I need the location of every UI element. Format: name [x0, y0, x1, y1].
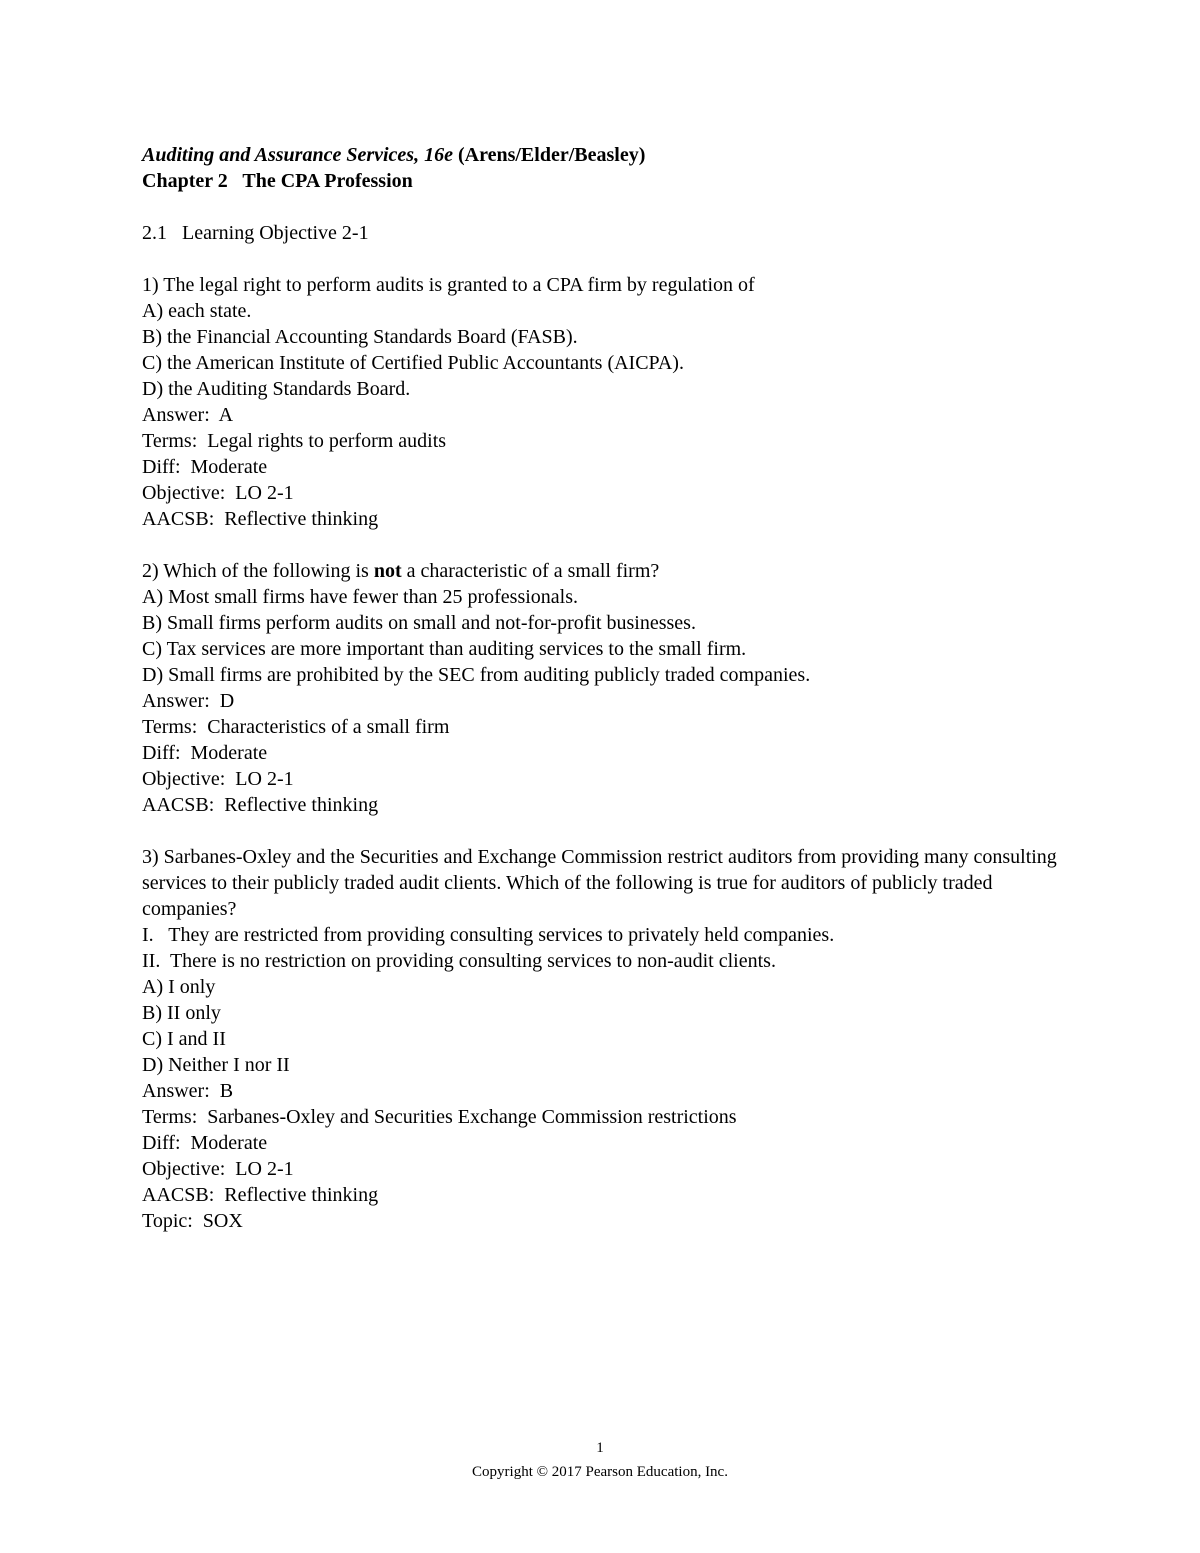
- objective-line: Objective: LO 2-1: [142, 768, 294, 790]
- option-c: C) I and II: [142, 1028, 226, 1050]
- difficulty-line: Diff: Moderate: [142, 1132, 268, 1154]
- answer-line: Answer: D: [142, 690, 235, 712]
- book-title: Auditing and Assurance Services, 16e: [142, 144, 453, 166]
- statement-ii: II. There is no restriction on providing consulting services to non-audit clients.: [142, 950, 776, 972]
- difficulty-line: Diff: Moderate: [142, 456, 268, 478]
- section-heading: 2.1 Learning Objective 2-1: [142, 222, 369, 244]
- objective-line: Objective: LO 2-1: [142, 1158, 294, 1180]
- terms-line: Terms: Legal rights to perform audits: [142, 430, 447, 452]
- option-b: B) Small firms perform audits on small and not-for-profit businesses.: [142, 612, 696, 634]
- objective-line: Objective: LO 2-1: [142, 482, 294, 504]
- option-c: C) the American Institute of Certified Public Accountants (AICPA).: [142, 352, 684, 374]
- topic-line: Topic: SOX: [142, 1210, 243, 1232]
- chapter-heading: Chapter 2 The CPA Profession: [142, 170, 413, 192]
- document-page: [142, 142, 1072, 1234]
- aacsb-line: AACSB: Reflective thinking: [142, 794, 379, 816]
- option-d: D) Small firms are prohibited by the SEC from auditing publicly traded companies.: [142, 664, 811, 686]
- question-2: [142, 558, 1072, 818]
- question-stem: [142, 558, 1072, 584]
- option-c: C) Tax services are more important than auditing services to the small firm.: [142, 638, 747, 660]
- document-title: [142, 142, 1072, 168]
- page-number: 1: [596, 1440, 604, 1456]
- stem-emphasis: not: [373, 560, 402, 582]
- question-3: [142, 844, 1072, 1234]
- answer-line: Answer: B: [142, 1080, 234, 1102]
- stem-text: a characteristic of a small firm?: [401, 560, 660, 582]
- option-d: D) the Auditing Standards Board.: [142, 378, 411, 400]
- terms-line: Terms: Sarbanes-Oxley and Securities Exchange Commission restrictions: [142, 1106, 737, 1128]
- stem-text: 2) Which of the following is: [142, 560, 374, 582]
- aacsb-line: AACSB: Reflective thinking: [142, 508, 379, 530]
- question-1: [142, 272, 1072, 532]
- aacsb-line: AACSB: Reflective thinking: [142, 1184, 379, 1206]
- answer-line: Answer: A: [142, 404, 234, 426]
- terms-line: Terms: Characteristics of a small firm: [142, 716, 450, 738]
- copyright-notice: Copyright © 2017 Pearson Education, Inc.: [472, 1464, 728, 1480]
- option-b: B) the Financial Accounting Standards Board (FASB).: [142, 326, 578, 348]
- option-a: A) each state.: [142, 300, 252, 322]
- option-a: A) Most small firms have fewer than 25 professionals.: [142, 586, 579, 608]
- book-authors: (Arens/Elder/Beasley): [452, 144, 646, 166]
- difficulty-line: Diff: Moderate: [142, 742, 268, 764]
- option-b: B) II only: [142, 1002, 221, 1024]
- option-d: D) Neither I nor II: [142, 1054, 290, 1076]
- statement-i: I. They are restricted from providing consulting services to privately held companies.: [142, 924, 835, 946]
- option-a: A) I only: [142, 976, 216, 998]
- question-stem: 1) The legal right to perform audits is granted to a CPA firm by regulation of: [142, 274, 755, 296]
- question-stem: 3) Sarbanes-Oxley and the Securities and Exchange Commission restrict auditors from providing many consulting services to their publicly traded audit clients. Which of the following is true for auditors of publicly traded companies?: [142, 846, 1062, 920]
